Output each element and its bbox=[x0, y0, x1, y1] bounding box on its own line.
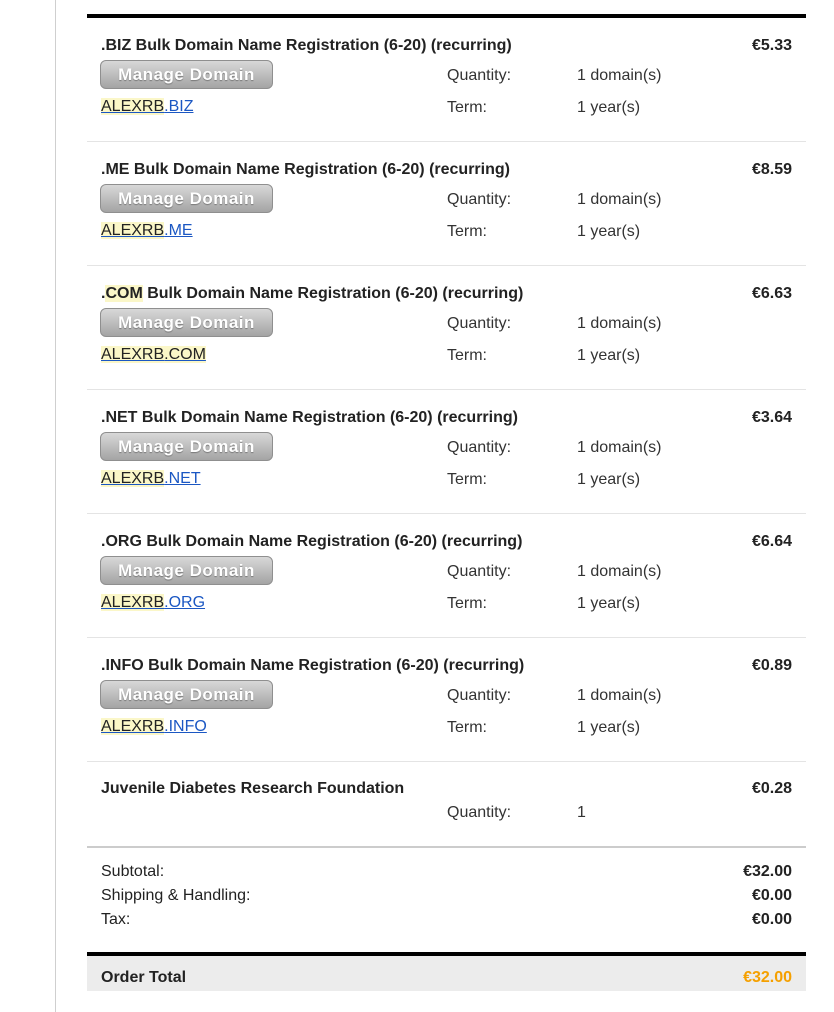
domain-tld: .INFO bbox=[164, 718, 207, 735]
term-label: Term: bbox=[447, 223, 487, 240]
item-title bbox=[101, 161, 510, 179]
domain-name: ALEXRB bbox=[101, 594, 165, 611]
line-item-com bbox=[87, 266, 806, 390]
term-value: 1 year(s) bbox=[577, 99, 641, 116]
item-title: Juvenile Diabetes Research Foundation bbox=[101, 780, 405, 797]
domain-link[interactable] bbox=[101, 718, 207, 736]
subtotal-row bbox=[101, 863, 792, 881]
domain-name: ALEXRB bbox=[101, 470, 165, 487]
domain-link[interactable] bbox=[101, 470, 201, 488]
quantity-value: 1 domain(s) bbox=[577, 439, 662, 456]
term-label: Term: bbox=[447, 347, 487, 364]
item-price: €0.89 bbox=[751, 657, 792, 674]
item-tld: .BIZ bbox=[101, 37, 132, 54]
item-title-text: Bulk Domain Name Registration (6-20) (recurring) bbox=[137, 409, 518, 426]
item-price: €0.28 bbox=[751, 780, 792, 797]
item-price: €6.64 bbox=[751, 533, 792, 550]
item-title bbox=[101, 657, 524, 675]
item-title bbox=[101, 409, 518, 427]
item-tld: .NET bbox=[101, 409, 138, 426]
left-border-line bbox=[55, 0, 56, 1012]
domain-link[interactable] bbox=[101, 98, 193, 116]
quantity-value: 1 domain(s) bbox=[577, 315, 662, 332]
domain-tld: .COM bbox=[164, 346, 206, 363]
domain-link[interactable] bbox=[101, 594, 205, 612]
domain-name: ALEXRB bbox=[101, 98, 165, 115]
item-title bbox=[101, 533, 522, 551]
item-title-text: Bulk Domain Name Registration (6-20) (recurring) bbox=[129, 161, 510, 178]
item-price: €8.59 bbox=[751, 161, 792, 178]
quantity-label: Quantity: bbox=[447, 563, 512, 580]
term-label: Term: bbox=[447, 595, 487, 612]
domain-tld: .NET bbox=[164, 470, 201, 487]
manage-domain-button[interactable]: Manage Domain bbox=[100, 184, 273, 213]
quantity-label: Quantity: bbox=[447, 315, 512, 332]
term-label: Term: bbox=[447, 471, 487, 488]
totals-section bbox=[87, 848, 806, 952]
domain-link[interactable] bbox=[101, 346, 206, 364]
item-tld: .INFO bbox=[101, 657, 144, 674]
quantity-label: Quantity: bbox=[447, 439, 512, 456]
manage-domain-button[interactable]: Manage Domain bbox=[100, 308, 273, 337]
shipping-row bbox=[101, 887, 792, 905]
manage-domain-button[interactable]: Manage Domain bbox=[100, 556, 273, 585]
line-item-donation bbox=[87, 762, 806, 846]
domain-link[interactable] bbox=[101, 222, 193, 240]
item-title-text: Bulk Domain Name Registration (6-20) (recurring) bbox=[141, 533, 523, 550]
item-title-text: Bulk Domain Name Registration (6-20) (recurring) bbox=[131, 37, 512, 54]
order-total-label: Order Total bbox=[101, 969, 187, 986]
item-tld-dot: . bbox=[101, 285, 106, 302]
manage-domain-button[interactable]: Manage Domain bbox=[100, 60, 273, 89]
domain-tld: .BIZ bbox=[164, 98, 194, 115]
term-label: Term: bbox=[447, 719, 487, 736]
line-item-org bbox=[87, 514, 806, 638]
quantity-value: 1 domain(s) bbox=[577, 191, 662, 208]
line-item-biz bbox=[87, 18, 806, 142]
domain-tld: .ORG bbox=[164, 594, 206, 611]
order-total-row bbox=[87, 956, 806, 991]
domain-name: ALEXRB bbox=[101, 346, 165, 363]
quantity-value: 1 bbox=[577, 804, 586, 821]
item-tld: .ORG bbox=[101, 533, 142, 550]
item-title bbox=[101, 37, 512, 55]
manage-domain-button[interactable]: Manage Domain bbox=[100, 432, 273, 461]
line-item-net bbox=[87, 390, 806, 514]
order-summary bbox=[87, 14, 806, 991]
quantity-label: Quantity: bbox=[447, 67, 512, 84]
shipping-label: Shipping & Handling: bbox=[101, 887, 251, 904]
domain-name: ALEXRB bbox=[101, 718, 165, 735]
domain-name: ALEXRB bbox=[101, 222, 165, 239]
subtotal-value: €32.00 bbox=[743, 863, 792, 880]
manage-domain-button[interactable]: Manage Domain bbox=[100, 680, 273, 709]
quantity-label: Quantity: bbox=[447, 191, 512, 208]
domain-tld: .ME bbox=[164, 222, 193, 239]
item-price: €5.33 bbox=[751, 37, 792, 54]
quantity-label: Quantity: bbox=[447, 687, 512, 704]
term-value: 1 year(s) bbox=[577, 595, 641, 612]
line-item-info bbox=[87, 638, 806, 762]
order-total-value: €32.00 bbox=[743, 969, 792, 986]
item-tld: .ME bbox=[101, 161, 130, 178]
term-value: 1 year(s) bbox=[577, 347, 641, 364]
item-title-text: Bulk Domain Name Registration (6-20) (recurring) bbox=[142, 285, 524, 302]
term-label: Term: bbox=[447, 99, 487, 116]
quantity-value: 1 domain(s) bbox=[577, 687, 662, 704]
item-title-text: Bulk Domain Name Registration (6-20) (recurring) bbox=[143, 657, 525, 674]
line-item-me bbox=[87, 142, 806, 266]
quantity-label: Quantity: bbox=[447, 804, 512, 821]
item-price: €6.63 bbox=[751, 285, 792, 302]
tax-row bbox=[101, 911, 792, 929]
shipping-value: €0.00 bbox=[751, 887, 792, 904]
item-price: €3.64 bbox=[751, 409, 792, 426]
subtotal-label: Subtotal: bbox=[101, 863, 165, 880]
term-value: 1 year(s) bbox=[577, 471, 641, 488]
item-title bbox=[101, 285, 523, 303]
item-tld-highlight: COM bbox=[105, 285, 143, 302]
term-value: 1 year(s) bbox=[577, 719, 641, 736]
quantity-value: 1 domain(s) bbox=[577, 67, 662, 84]
term-value: 1 year(s) bbox=[577, 223, 641, 240]
quantity-value: 1 domain(s) bbox=[577, 563, 662, 580]
tax-label: Tax: bbox=[101, 911, 131, 928]
tax-value: €0.00 bbox=[751, 911, 792, 928]
